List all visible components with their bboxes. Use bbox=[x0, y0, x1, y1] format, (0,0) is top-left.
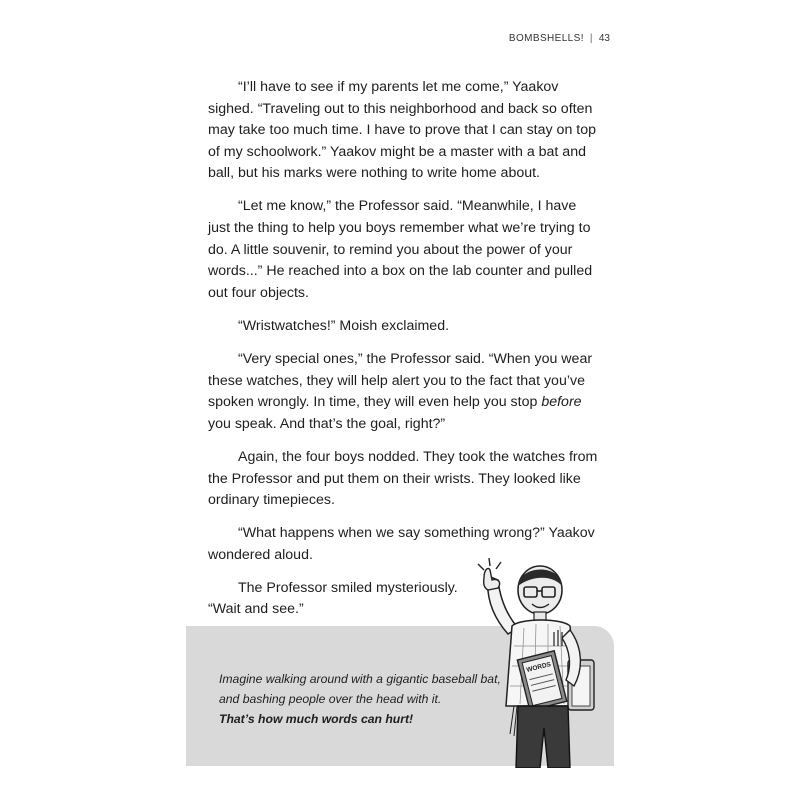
callout-line: Imagine walking around with a gigantic baseball bat, and bashing people over the head with it. bbox=[219, 672, 501, 706]
paragraph bbox=[208, 349, 598, 435]
paragraph: The Professor smiled mysteriously. “Wait and see.” bbox=[208, 579, 458, 618]
paragraph-text: “Very special ones,” the Professor said. “When you wear these watches, they will help alert you to the fact that you’ve spoken wrongly. In time, they will even help you stop bbox=[208, 351, 593, 411]
trousers bbox=[516, 706, 570, 768]
callout-text bbox=[219, 669, 509, 729]
paragraph: “Let me know,” the Professor said. “Meanwhile, I have just the thing to help you boys remember what we’re trying to do. A little souvenir, to remind you about the power of your words...” He reached into a box on the lab counter and pulled out four objects. bbox=[208, 198, 593, 301]
paragraph-text: you speak. And that’s the goal, right?” bbox=[208, 415, 446, 432]
pointing-hand bbox=[484, 568, 500, 590]
running-head bbox=[509, 33, 610, 44]
body-text bbox=[208, 77, 598, 633]
paragraph: “I’ll have to see if my parents let me come,” Yaakov sighed. “Traveling out to this neighborhood and back so often may take too much time. I have to prove that I can stay on top of my schoolwork.” Yaakov might be a master with a bat and ball, but his marks were nothing to write home about. bbox=[208, 79, 596, 182]
emphasis-text: before bbox=[541, 394, 582, 411]
paragraph: “Wristwatches!” Moish exclaimed. bbox=[238, 317, 450, 334]
book-title: WORDS bbox=[525, 661, 552, 674]
page-number: 43 bbox=[598, 33, 610, 44]
paragraph: Again, the four boys nodded. They took the watches from the Professor and put them on their wrists. They looked like ordinary timepieces. bbox=[208, 448, 598, 509]
paragraph: “What happens when we say something wrong?” Yaakov wondered aloud. bbox=[208, 525, 595, 563]
chapter-title: BOMBSHELLS! bbox=[508, 33, 584, 44]
spark-lines bbox=[478, 558, 501, 570]
header-separator: | bbox=[589, 33, 593, 44]
callout-emphasis: That’s how much words can hurt! bbox=[219, 712, 414, 726]
professor-illustration bbox=[474, 556, 614, 768]
